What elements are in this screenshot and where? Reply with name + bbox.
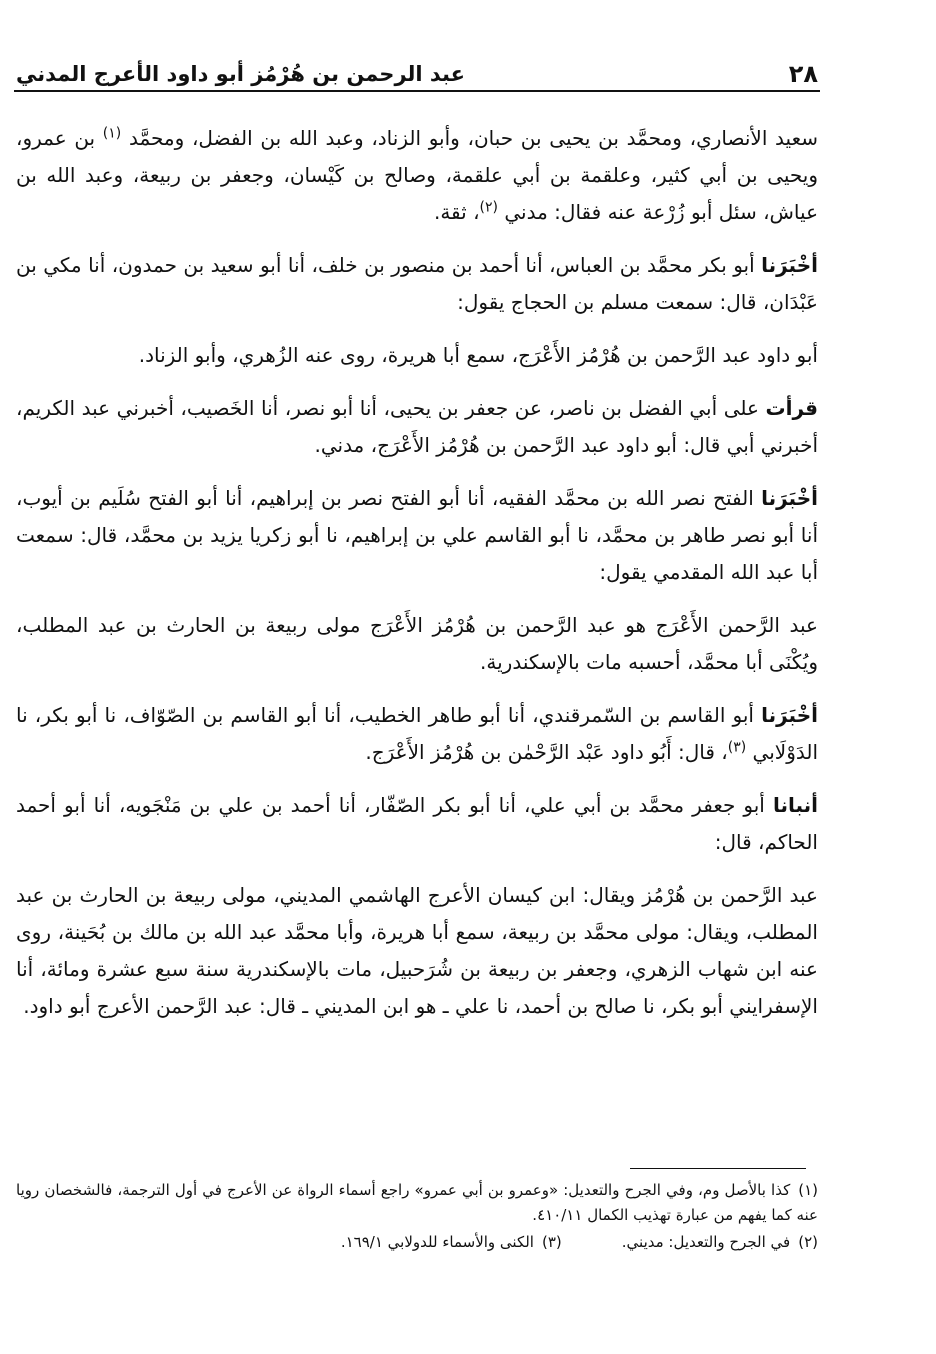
paragraph-1: سعيد الأنصاري، ومحمَّد بن يحيى بن حبان، وأبو الزناد، وعبد الله بن الفضل، ومحمَّد $^{(١)}$ بن عمرو، ويحيى بن أبي كثير، وعلقمة بن أبي علقمة، وصالح بن كَيْسان، وجعفر بن ربيعة، وعبد الله بن عياش، سئل أبو زُرْعة عنه فقال: مدني $^{(٢)}$، ثقة. [16, 125, 818, 224]
footnote-marker-1: (١) [102, 125, 122, 142]
paragraph-lead: قرأت [765, 396, 818, 420]
page-number: ٢٨ [788, 60, 818, 88]
page-header [16, 52, 818, 88]
paragraph-9: عبد الرَّحمن بن هُرْمُز ويقال: ابن كيسان الأعرج الهاشمي المديني، مولى ربيعة بن الحارث بن عبد المطلب، ويقال: مولى محمَّد بن ربيعة، سمع أبا هريرة، وأبا محمَّد عبد الله بن مالك بن بُحَينة، روى عنه ابن شهاب الزهري، وجعفر بن ربيعة بن شُرَحبيل، مات بالإسكندرية سنة سبع عشرة ومائة، أنا الإسفرايني أبو بكر، نا صالح بن أحمد، نا علي ـ هو ابن المديني ـ قال: عبد الرَّحمن الأعرج أبو داود. [16, 883, 818, 1018]
footnote-2: (٢)في الجرح والتعديل: مديني. [621, 1233, 818, 1251]
footnote-1: (١)كذا بالأصل وم، وفي الجرح والتعديل: «وعمرو بن أبي عمرو» راجع أسماء الرواة عن الأعرج في أول الترجمة، فالشخصان رويا عنه كما يفهم من عبارة تهذيب الكمال ٤١٠/١١. [16, 1181, 818, 1224]
paragraph-lead: أخْبَرَنا [761, 703, 818, 727]
footnote-marker-2: (٢) [479, 199, 499, 216]
paragraph-4: قرأت على أبي الفضل بن ناصر، عن جعفر بن يحيى، أنا أبو نصر، أنا الخَصيب، أخبرني عبد الكريم، أخبرني أبي قال: أبو داود عبد الرَّحمن بن هُرْمُز الأَعْرَج، مدني. [16, 396, 818, 457]
footnote-3: (٣)الكنى والأسماء للدولابي ١٦٩/١. [340, 1233, 562, 1251]
running-title: عبد الرحمن بن هُرْمُز أبو داود الأعرج المدني [16, 62, 465, 86]
footnotes [16, 1178, 818, 1257]
paragraph-lead: أخْبَرَنا [761, 486, 818, 510]
paragraph-6: عبد الرَّحمن الأَعْرَج هو عبد الرَّحمن بن هُرْمُز الأَعْرَج مولى ربيعة بن الحارث بن عبد المطلب، ويُكْنَى أبا محمَّد، أحسبه مات بالإسكندرية. [16, 613, 818, 674]
paragraph-8: أنبانا أبو جعفر محمَّد بن أبي علي، أنا أبو بكر الصّفّار، أنا أحمد بن علي بن مَنْجَويه، أنا أبو أحمد الحاكم، قال: [16, 793, 818, 854]
paragraph-5: أخْبَرَنا الفتح نصر الله بن محمَّد الفقيه، أنا أبو الفتح نصر بن إبراهيم، أنا أبو الفتح سُلَيم بن أيوب، أنا أبو نصر طاهر بن محمَّد، نا أبو القاسم علي بن إبراهيم، نا أبو زكريا يزيد بن محمَّد، قال: سمعت أبا عبد الله المقدمي يقول: [16, 486, 818, 584]
paragraph-3: أبو داود عبد الرَّحمن بن هُرْمُز الأَعْرَج، سمع أبا هريرة، روى عنه الزُهري، وأبو الزناد. [138, 343, 818, 367]
paragraph-2: أخْبَرَنا أبو بكر محمَّد بن العباس، أنا أحمد بن منصور بن خلف، أنا أبو سعيد بن حمدون، أنا مكي بن عَبْدَان، قال: سمعت مسلم بن الحجاج يقول: [16, 253, 818, 314]
paragraph-lead: أخْبَرَنا [761, 253, 818, 277]
main-text [16, 120, 818, 1041]
paragraph-lead: أنبانا [772, 793, 818, 817]
paragraph-7: أخْبَرَنا أبو القاسم بن السّمرقندي، أنا أبو طاهر الخطيب، أنا أبو القاسم بن الصّوّاف، نا أبو بكر، نا الدَوْلَابي $^{(٣)}$، قال: أَبُو داود عَبْد الرَّحْمٰن بن هُرْمُز الأَعْرَج. [16, 703, 818, 764]
header-rule [14, 90, 820, 92]
footnote-rule [630, 1168, 806, 1169]
footnote-marker-3: (٣) [727, 739, 747, 756]
footnote-row [16, 1230, 818, 1257]
